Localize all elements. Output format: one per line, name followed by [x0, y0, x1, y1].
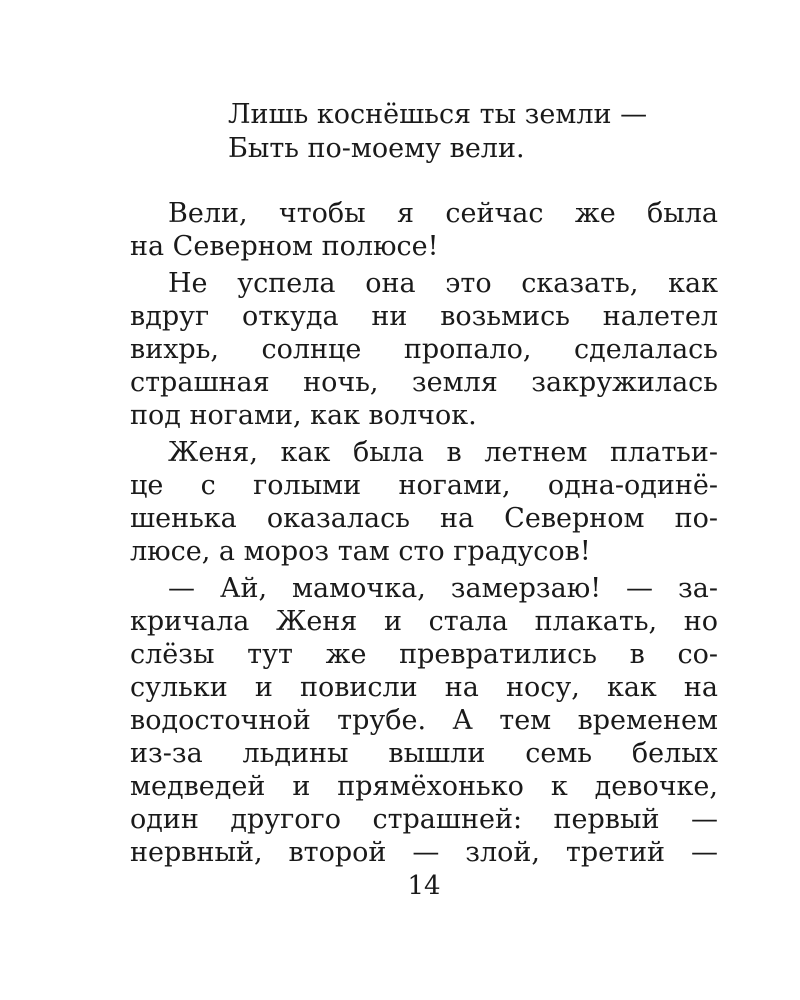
- text-line: це с голыми ногами, одна-одинё-: [130, 470, 718, 501]
- text-line: один другого страшней: первый —: [130, 804, 718, 835]
- paragraph: [130, 197, 718, 263]
- text-line: страшная ночь, земля закружилась: [130, 367, 718, 398]
- text-line: шенька оказалась на Северном по-: [130, 503, 718, 534]
- text-line: кричала Женя и стала плакать, но: [130, 606, 718, 637]
- text-line: медведей и прямёхонько к девочке,: [130, 771, 718, 802]
- text-line: люсе, а мороз там сто градусов!: [130, 536, 591, 567]
- paragraph: [130, 572, 718, 869]
- text-line: из-за льдины вышли семь белых: [130, 738, 718, 769]
- verse-line: Быть по-моему вели.: [228, 133, 525, 164]
- paragraph: [130, 436, 718, 568]
- text-line: слёзы тут же превратились в со-: [130, 639, 718, 670]
- verse-block: [228, 98, 748, 166]
- text-line: водосточной трубе. А тем временем: [130, 705, 718, 736]
- text-line: вдруг откуда ни возьмись налетел: [130, 301, 718, 332]
- prose-block: [130, 197, 718, 869]
- text-line: нервный, второй — злой, третий —: [130, 837, 718, 868]
- verse-line: Лишь коснёшься ты земли —: [228, 99, 648, 130]
- text-line: сульки и повисли на носу, как на: [130, 672, 718, 703]
- paragraph: [130, 267, 718, 432]
- text-line: вихрь, солнце пропало, сделалась: [130, 334, 718, 365]
- text-line: под ногами, как волчок.: [130, 400, 477, 431]
- text-line: на Северном полюсе!: [130, 231, 439, 262]
- text-line: Женя, как была в летнем платьи-: [168, 437, 718, 468]
- text-line: — Ай, мамочка, замерзаю! — за-: [168, 573, 718, 604]
- text-line: Вели, чтобы я сейчас же была: [168, 198, 718, 229]
- text-line: Не успела она это сказать, как: [168, 268, 718, 299]
- page-number: 14: [407, 871, 441, 901]
